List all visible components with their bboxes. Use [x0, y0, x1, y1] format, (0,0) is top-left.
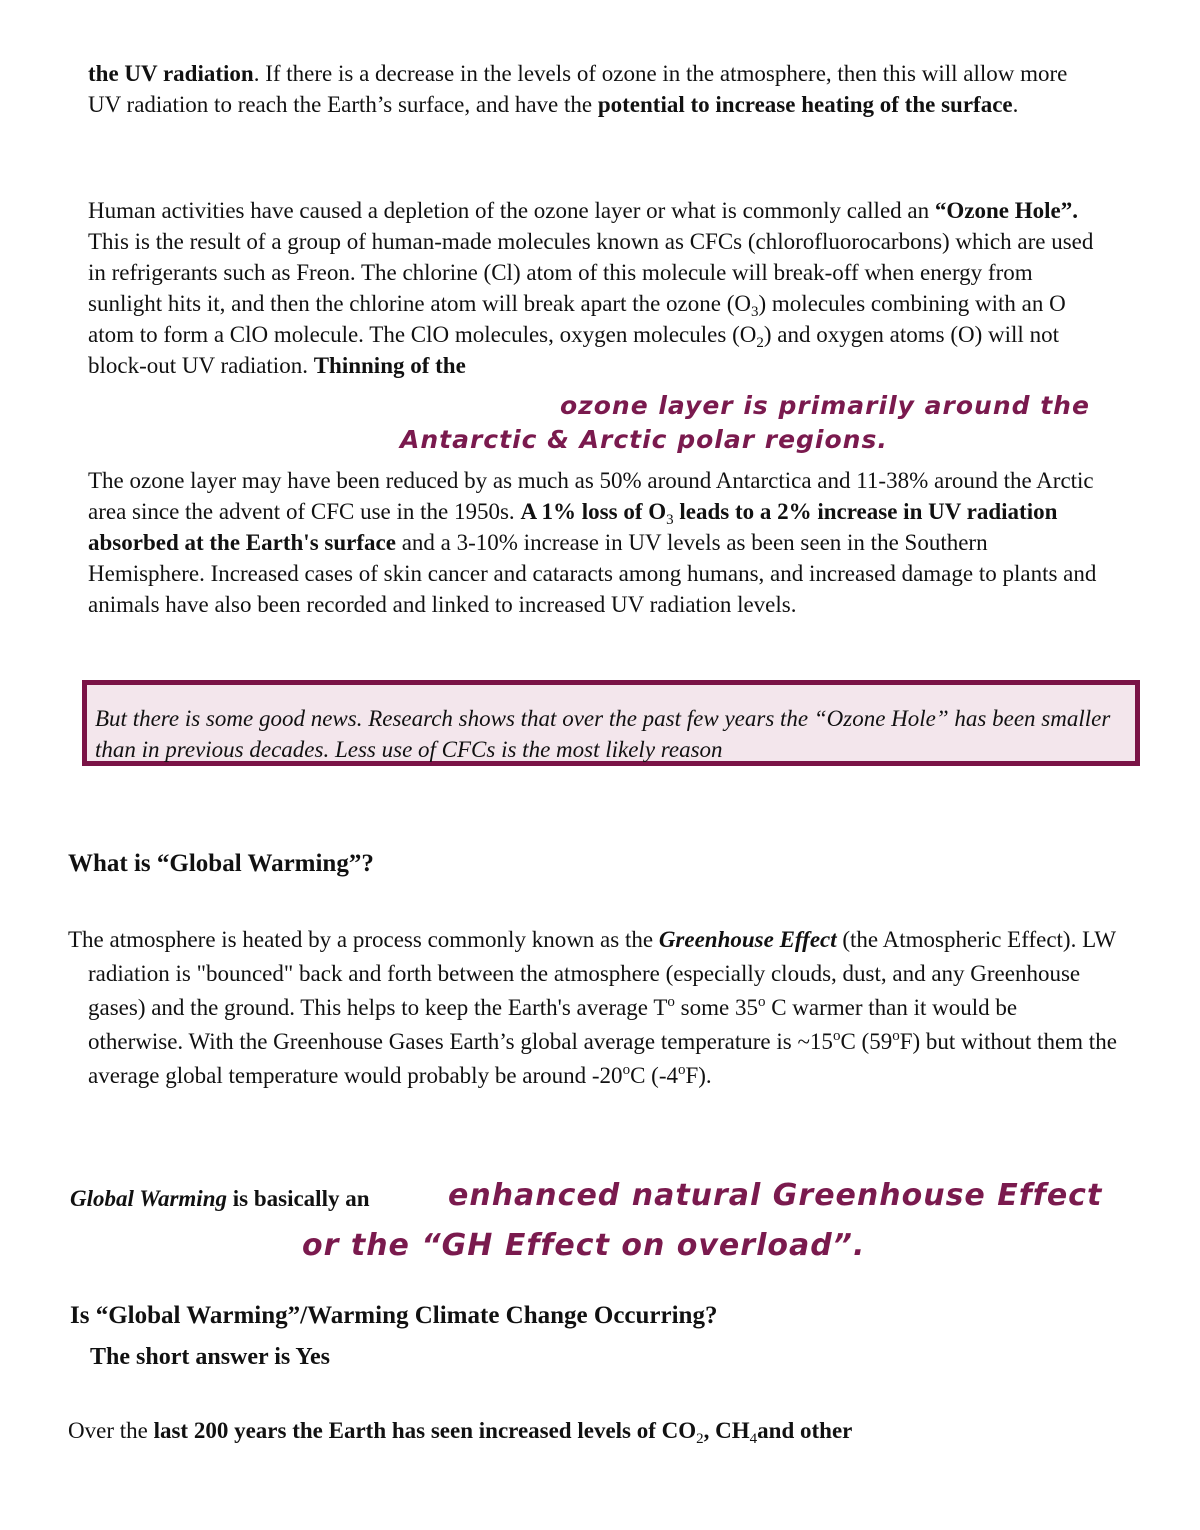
- body-text: and a 3-10% increase in UV levels as been seen in the Southern Hemisphere. Increased cases of skin cancer and cataracts among humans, and increased damage to plants and animals have also been recorded and linked to increased UV radiation levels.: [88, 530, 1097, 617]
- bold-text: , CH: [703, 1418, 750, 1443]
- body-text: The atmosphere is heated by a process commonly known as the: [68, 927, 659, 952]
- bold-text: A 1% loss of O: [520, 499, 667, 524]
- body-text: F).: [685, 1063, 712, 1088]
- body-text: C (-4: [630, 1063, 678, 1088]
- body-text: .: [1012, 92, 1019, 117]
- bold-text: the UV radiation: [88, 61, 254, 86]
- subscript: 2: [756, 335, 764, 351]
- body-text: . If there is a decrease in the levels of ozone in the atmosphere, then this will allow more UV radiation to reach the Earth’s surface, and have the: [88, 61, 1068, 117]
- superscript: o: [677, 1062, 686, 1078]
- superscript: o: [667, 994, 675, 1010]
- body-text: Human activities have caused a depletion of the ozone layer or what is commonly called an: [88, 198, 935, 223]
- superscript: o: [622, 1062, 631, 1078]
- superscript: o: [892, 1028, 900, 1044]
- body-text: C warmer than it would be otherwise. With the Greenhouse Gases Earth’s global average temperature is ~15: [88, 995, 1018, 1054]
- bold-text: potential to increase heating of the surface: [597, 92, 1013, 117]
- subscript: 2: [696, 1431, 704, 1447]
- handwritten-answer-gw-line1: enhanced natural Greenhouse Effect: [448, 1178, 1103, 1213]
- handwritten-answer-gw-line2: or the “GH Effect on overload”.: [302, 1228, 866, 1263]
- paragraph-global-warming-definition: [70, 1183, 370, 1214]
- bold-text: Thinning of the: [313, 353, 466, 378]
- paragraph-greenhouse-effect: [68, 923, 1118, 1093]
- subscript: 4: [749, 1431, 758, 1447]
- bold-text: leads to a 2% increase in UV radiation absorbed at the Earth's surface: [88, 499, 1058, 555]
- handwritten-answer-ozone-line2: Antarctic & Arctic polar regions.: [400, 425, 888, 454]
- bold-text: and other: [757, 1418, 853, 1443]
- subscript: 3: [666, 512, 674, 528]
- good-news-callout: [82, 680, 1140, 766]
- bold-text: is basically an: [227, 1186, 370, 1211]
- callout-text: But there is some good news. Research shows that over the past few years the “Ozone Hole” has been smaller than in previous decades. Less use of CFCs is the most likely reason: [95, 706, 1111, 762]
- bold-text: “Ozone Hole”.: [934, 198, 1078, 223]
- body-text: The ozone layer may have been reduced by as much as 50% around Antarctica and 11-38% around the Arctic area since the advent of CFC use in the 1950s.: [88, 468, 1094, 524]
- bold-text: last 200 years the Earth has seen increased levels of CO: [153, 1418, 697, 1443]
- body-text: Over the: [68, 1418, 154, 1443]
- body-text: ) and oxygen atoms (O) will not block-out UV radiation.: [88, 322, 1059, 378]
- handwritten-answer-ozone-line1: ozone layer is primarily around the: [560, 391, 1090, 420]
- superscript: o: [757, 994, 766, 1010]
- body-text: ) molecules combining with an O atom to form a ClO molecule. The ClO molecules, oxygen molecules (O: [88, 291, 1066, 347]
- paragraph-ozone-loss: [88, 465, 1098, 620]
- body-text: F) but without them the average global temperature would probably be around -20: [88, 1029, 1117, 1088]
- subheading-short-answer: The short answer is Yes: [90, 1344, 331, 1370]
- paragraph-uv-radiation: [88, 58, 1098, 120]
- paragraph-ozone-hole: [88, 195, 1098, 381]
- heading-climate-change-occurring: Is “Global Warming”/Warming Climate Change Occurring?: [70, 1302, 718, 1329]
- body-text: This is the result of a group of human-made molecules known as CFCs (chlorofluorocarbons) which are used in refrigerants such as Freon. The chlorine (Cl) atom of this molecule will break-off when energy from sunlight hits it, and then the chlorine atom will break apart the ozone (O: [88, 229, 1094, 316]
- superscript: o: [832, 1028, 841, 1044]
- heading-global-warming: What is “Global Warming”?: [68, 850, 374, 877]
- paragraph-co2-levels: [68, 1415, 852, 1446]
- body-text: (the Atmospheric Effect). LW radiation is "bounced" back and forth between the atmosphere (especially clouds, dust, and any Greenhouse gases) and the ground. This helps to keep the Earth's average T: [88, 927, 1116, 1020]
- bold-italic-text: Global Warming: [70, 1186, 227, 1211]
- bold-italic-text: Greenhouse Effect: [658, 927, 837, 952]
- body-text: some 35: [674, 995, 758, 1020]
- subscript: 3: [751, 304, 759, 320]
- body-text: C (59: [840, 1029, 893, 1054]
